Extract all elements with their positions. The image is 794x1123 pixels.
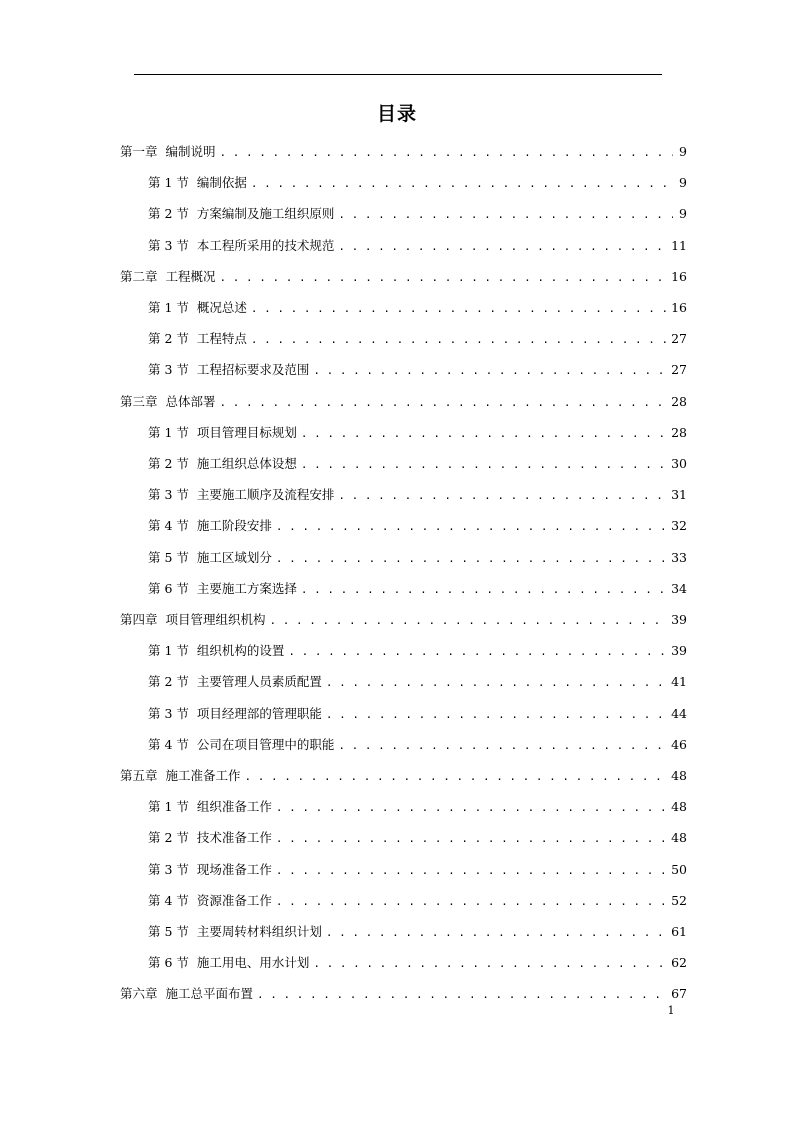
toc-entry-page: 9	[679, 206, 687, 222]
toc-dot-leader	[338, 237, 669, 257]
toc-entry-title: 主要管理人员素质配置	[196, 674, 322, 690]
toc-entry-page: 27	[671, 362, 687, 378]
toc-entry-page: 16	[671, 268, 687, 284]
toc-entry-number: 第 6 节	[148, 955, 189, 971]
toc-dot-leader	[313, 361, 669, 381]
toc-entry-page: 50	[671, 861, 687, 877]
toc-dot-leader	[220, 393, 670, 413]
toc-entry-number: 第 2 节	[148, 674, 189, 690]
toc-entry-page: 62	[671, 955, 687, 971]
toc-entry-number: 第 3 节	[148, 237, 189, 253]
toc-entry-number: 第三章	[120, 393, 158, 409]
toc-entry-page: 11	[671, 237, 687, 253]
toc-entry-page: 39	[671, 643, 687, 659]
toc-entry-page: 48	[671, 830, 687, 846]
toc-section-entry[interactable]	[148, 329, 687, 349]
toc-dot-leader	[338, 205, 673, 225]
toc-entry-number: 第 3 节	[148, 705, 189, 721]
toc-entry-page: 48	[671, 768, 687, 783]
toc-dot-leader	[220, 268, 670, 288]
toc-entry-title: 资源准备工作	[196, 892, 272, 908]
toc-dot-leader	[326, 923, 669, 943]
toc-entry-title: 编制说明	[165, 144, 216, 159]
toc-entry-number: 第 2 节	[148, 830, 189, 846]
toc-entry-number: 第 2 节	[148, 331, 189, 347]
toc-dot-leader	[326, 673, 669, 693]
toc-entry-number: 第 1 节	[148, 424, 189, 440]
toc-entry-number: 第 1 节	[148, 300, 189, 315]
toc-entry-title: 组织机构的设置	[196, 643, 285, 659]
toc-entry-title: 施工用电、用水计划	[196, 955, 310, 971]
toc-entry-page: 39	[671, 612, 687, 627]
toc-entry-number: 第五章	[120, 768, 158, 783]
toc-entry-page: 27	[671, 331, 687, 347]
toc-chapter-entry[interactable]	[120, 766, 687, 786]
toc-section-entry[interactable]	[148, 860, 687, 880]
toc-section-entry[interactable]	[148, 922, 687, 942]
toc-entry-page: 61	[671, 924, 687, 939]
toc-section-entry[interactable]	[148, 672, 687, 692]
toc-entry-title: 总体部署	[165, 393, 216, 409]
toc-dot-leader	[251, 330, 669, 350]
toc-section-entry[interactable]	[148, 579, 687, 599]
toc-section-entry[interactable]	[148, 485, 687, 505]
toc-section-entry[interactable]	[148, 953, 687, 973]
toc-entry-page: 31	[671, 487, 687, 503]
toc-entry-number: 第二章	[120, 268, 158, 284]
toc-section-entry[interactable]	[148, 891, 687, 911]
toc-entry-page: 46	[671, 736, 687, 752]
toc-chapter-entry[interactable]	[120, 267, 687, 287]
toc-entry-page: 32	[671, 518, 687, 534]
toc-entry-title: 项目管理组织机构	[165, 612, 266, 627]
toc-section-entry[interactable]	[148, 423, 687, 443]
toc-chapter-entry[interactable]	[120, 392, 687, 412]
toc-entry-page: 52	[671, 892, 687, 908]
toc-entry-page: 28	[671, 393, 687, 409]
toc-dot-leader	[338, 736, 669, 756]
toc-entry-number: 第 1 节	[148, 175, 189, 191]
toc-dot-leader	[301, 580, 669, 600]
toc-entry-title: 施工总平面布置	[165, 986, 254, 1002]
toc-entry-title: 概况总述	[196, 300, 247, 315]
toc-entry-number: 第 5 节	[148, 549, 189, 565]
toc-entry-title: 公司在项目管理中的职能	[196, 736, 335, 752]
toc-entry-number: 第 2 节	[148, 206, 189, 222]
toc-chapter-entry[interactable]	[120, 984, 687, 1004]
toc-entry-number: 第 3 节	[148, 861, 189, 877]
toc-entry-page: 33	[671, 549, 687, 565]
toc-entry-title: 工程特点	[196, 331, 247, 347]
toc-entry-page: 28	[671, 424, 687, 440]
toc-entry-page: 30	[671, 456, 687, 471]
toc-entry-number: 第 4 节	[148, 892, 189, 908]
toc-dot-leader	[326, 705, 669, 725]
toc-dot-leader	[245, 767, 670, 787]
toc-section-entry[interactable]	[148, 548, 687, 568]
toc-entry-title: 施工区域划分	[196, 549, 272, 565]
toc-entry-page: 9	[679, 175, 687, 191]
toc-entry-title: 组织准备工作	[196, 799, 272, 815]
toc-entry-number: 第 6 节	[148, 580, 189, 596]
toc-dot-leader	[276, 798, 669, 818]
toc-entry-title: 施工准备工作	[165, 768, 241, 783]
toc-entry-title: 工程概况	[165, 268, 216, 284]
toc-section-entry[interactable]	[148, 298, 687, 318]
toc-chapter-entry[interactable]	[120, 610, 687, 630]
toc-dot-leader	[257, 985, 669, 1005]
toc-dot-leader	[220, 143, 673, 163]
page-number: 1	[667, 1004, 675, 1017]
toc-entry-number: 第 4 节	[148, 518, 189, 534]
toc-entry-title: 本工程所采用的技术规范	[196, 237, 335, 253]
toc-entry-title: 技术准备工作	[196, 830, 272, 846]
toc-dot-leader	[251, 174, 673, 194]
toc-entry-title: 现场准备工作	[196, 861, 272, 877]
toc-entry-number: 第 5 节	[148, 924, 189, 939]
toc-dot-leader	[301, 424, 669, 444]
toc-section-entry[interactable]	[148, 204, 687, 224]
toc-dot-leader	[313, 954, 669, 974]
toc-entry-number: 第 1 节	[148, 799, 189, 815]
toc-entry-title: 项目经理部的管理职能	[196, 705, 322, 721]
toc-entry-number: 第 1 节	[148, 643, 189, 659]
toc-section-entry[interactable]	[148, 173, 687, 193]
toc-entry-page: 16	[671, 300, 687, 315]
toc-entry-title: 工程招标要求及范围	[196, 362, 310, 378]
toc-section-entry[interactable]	[148, 797, 687, 817]
toc-entry-number: 第一章	[120, 144, 158, 159]
header-rule	[134, 74, 662, 75]
toc-section-entry[interactable]	[148, 516, 687, 536]
toc-entry-title: 方案编制及施工组织原则	[196, 206, 335, 222]
toc-section-entry[interactable]	[148, 360, 687, 380]
toc-dot-leader	[251, 299, 669, 319]
toc-section-entry[interactable]	[148, 641, 687, 661]
toc-entry-page: 41	[671, 674, 687, 690]
toc-dot-leader	[301, 455, 669, 475]
toc-title: 目录	[376, 103, 417, 125]
toc-entry-number: 第六章	[120, 986, 158, 1002]
toc-entry-number: 第 3 节	[148, 487, 189, 503]
toc-section-entry[interactable]	[148, 454, 687, 474]
toc-dot-leader	[276, 861, 669, 881]
toc-section-entry[interactable]	[148, 735, 687, 755]
toc-entry-title: 主要施工顺序及流程安排	[196, 487, 335, 503]
toc-dot-leader	[276, 829, 669, 849]
toc-entry-number: 第 4 节	[148, 736, 189, 752]
toc-section-entry[interactable]	[148, 704, 687, 724]
toc-entry-title: 主要施工方案选择	[196, 580, 297, 596]
toc-entry-title: 主要周转材料组织计划	[196, 924, 322, 939]
toc-chapter-entry[interactable]	[120, 142, 687, 162]
toc-section-entry[interactable]	[148, 236, 687, 256]
toc-dot-leader	[276, 549, 669, 569]
toc-entry-title: 项目管理目标规划	[196, 424, 297, 440]
toc-entry-page: 67	[671, 986, 687, 1002]
toc-entry-page: 48	[671, 799, 687, 815]
toc-dot-leader	[338, 486, 669, 506]
toc-entry-number: 第 3 节	[148, 362, 189, 378]
toc-entry-title: 编制依据	[196, 175, 247, 191]
toc-dot-leader	[276, 892, 669, 912]
toc-dot-leader	[288, 642, 669, 662]
toc-entry-number: 第 2 节	[148, 456, 189, 471]
toc-entry-title: 施工阶段安排	[196, 518, 272, 534]
toc-dot-leader	[276, 517, 669, 537]
toc-dot-leader	[270, 611, 670, 631]
toc-section-entry[interactable]	[148, 828, 687, 848]
toc-entry-page: 9	[679, 144, 687, 159]
toc-entry-number: 第四章	[120, 612, 158, 627]
toc-entry-page: 44	[671, 705, 687, 721]
toc-entry-page: 34	[671, 580, 687, 596]
toc-entry-title: 施工组织总体设想	[196, 456, 297, 471]
